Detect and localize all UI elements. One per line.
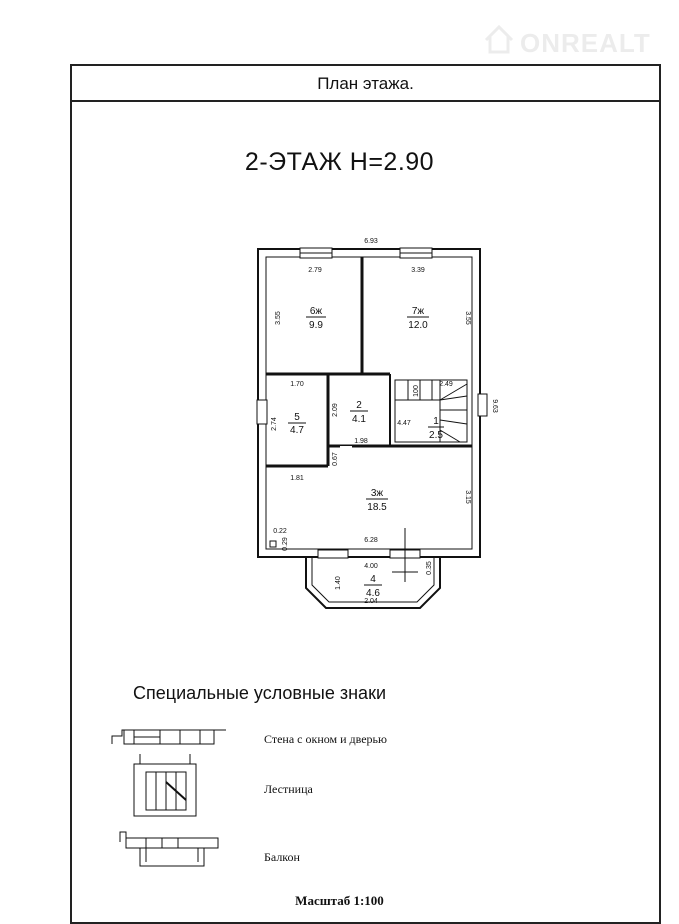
window-stairs — [478, 394, 487, 416]
window-room-5 — [257, 400, 267, 424]
dim-r3-depth: 3.15 — [464, 490, 471, 504]
room-4-area: 4.6 — [366, 588, 380, 599]
dim-balcony-front: 2.04 — [364, 598, 378, 605]
dim-r3-width-top: 1.81 — [290, 475, 304, 482]
dim-overall-width: 6.93 — [364, 238, 378, 245]
dim-niche-a: 0.22 — [273, 528, 287, 535]
niche-mark — [270, 541, 276, 547]
dim-balcony-side: 0.35 — [426, 561, 433, 575]
dim-r5-width: 1.70 — [290, 381, 304, 388]
dim-r7-width: 3.39 — [411, 267, 425, 274]
room-7-number: 7ж — [411, 306, 425, 317]
dim-stair-b: 2.49 — [439, 381, 453, 388]
watermark-brand: ONREALT — [520, 28, 651, 58]
room-7-area: 12.0 — [408, 320, 428, 331]
room-6-number: 6ж — [309, 306, 323, 317]
room-5-area: 4.7 — [290, 425, 304, 436]
dim-r6-depth: 3.55 — [275, 311, 282, 325]
legend-title: Специальные условные знаки — [133, 683, 387, 703]
dim-r7-depth: 3.55 — [464, 311, 471, 325]
room-3-number: 3ж — [370, 488, 384, 499]
dim-r2-width: 1.98 — [354, 438, 368, 445]
balcony-symbol-icon — [120, 832, 218, 866]
room-5-number: 5 — [294, 412, 300, 423]
scale-label: Масштаб 1:100 — [295, 893, 384, 908]
room-1-number: 1 — [433, 416, 439, 427]
dim-r6-width: 2.79 — [308, 267, 322, 274]
dim-stair-a: 100 — [413, 385, 420, 397]
room-2-area: 4.1 — [352, 414, 366, 425]
stairs-symbol-icon — [134, 754, 196, 816]
balcony-door-left — [318, 550, 348, 558]
room-2-number: 2 — [356, 400, 362, 411]
dim-r2-offset: 0.67 — [332, 452, 339, 466]
dim-r2-depth: 2.09 — [332, 403, 339, 417]
room-3-area: 18.5 — [367, 502, 387, 513]
room-6-area: 9.9 — [309, 320, 323, 331]
wall-window-door-symbol-icon — [112, 730, 226, 744]
dim-balcony-depth: 1.40 — [335, 576, 342, 590]
dim-stair-c: 4.47 — [397, 420, 411, 427]
dim-balcony-width: 4.00 — [364, 563, 378, 570]
legend-item-wall-label: Стена с окном и дверью — [264, 732, 387, 746]
dim-r5-depth: 2.74 — [271, 417, 278, 431]
room-1-area: 2.5 — [429, 430, 443, 441]
legend-item-balcony-label: Балкон — [264, 850, 300, 864]
dim-r3-width: 6.28 — [364, 537, 378, 544]
legend-item-stairs-label: Лестница — [264, 782, 313, 796]
dim-niche-b: 0.29 — [282, 537, 289, 551]
dim-overall-depth: 9.63 — [491, 399, 498, 413]
room-4-number: 4 — [370, 574, 376, 585]
floor-title: 2-ЭТАЖ H=2.90 — [244, 148, 435, 176]
sheet-header-title: План этажа. — [317, 74, 414, 93]
